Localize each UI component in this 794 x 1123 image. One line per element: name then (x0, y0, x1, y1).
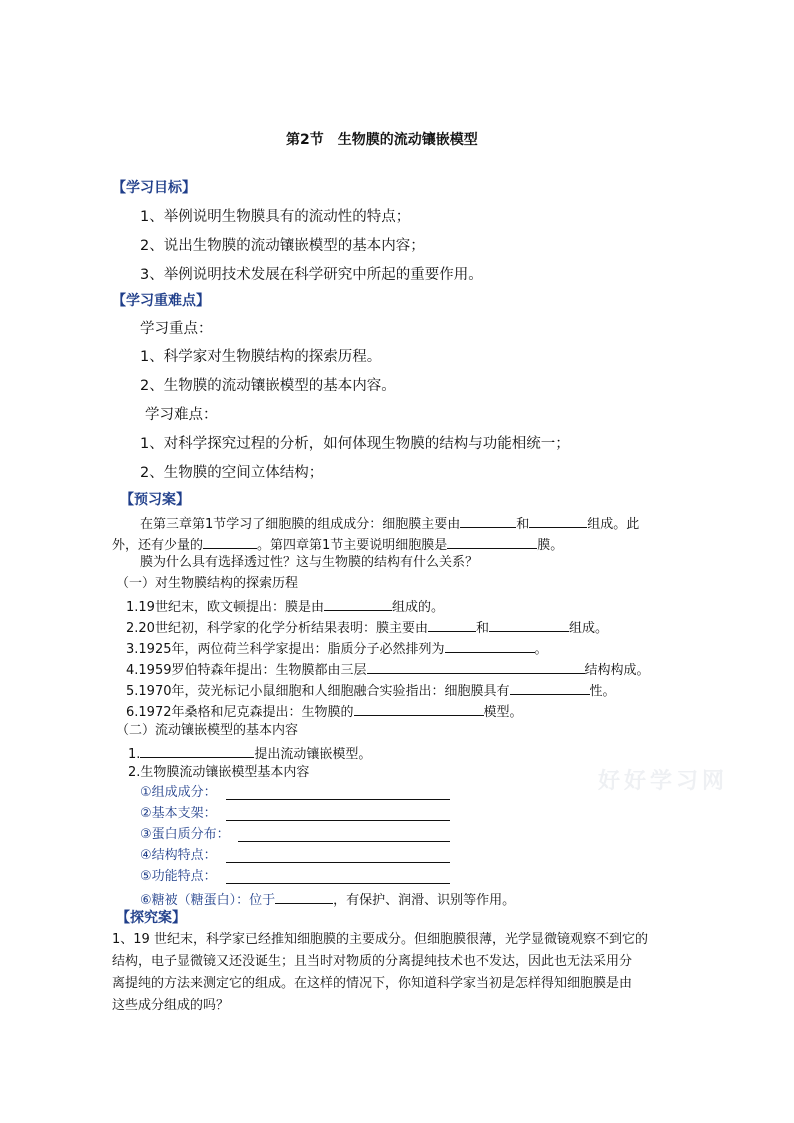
goal-item: 3、举例说明技术发展在科学研究中所起的重要作用。 (140, 267, 483, 283)
fill-blank (275, 891, 333, 904)
intro-text: 膜。 (537, 538, 564, 553)
fill-blank (226, 862, 450, 863)
history-item-1 (126, 598, 444, 614)
fill-blank (460, 515, 516, 528)
content-item-framework (140, 807, 217, 820)
fill-blank (226, 799, 450, 800)
fill-blank (226, 883, 450, 884)
content-item-composition (140, 786, 217, 799)
content-label: ③蛋白质分布： (140, 827, 230, 842)
content-label: ②基本支架： (140, 806, 217, 821)
fill-blank (428, 619, 476, 632)
key-item: 1、科学家对生物膜结构的探索历程。 (140, 349, 382, 365)
content-item-structure (140, 849, 217, 862)
fill-blank (510, 682, 590, 695)
history-text: 组成的。 (391, 600, 444, 615)
preview-heading: 【预习案】 (120, 492, 190, 508)
intro-line-1 (140, 515, 639, 531)
fill-blank (226, 820, 450, 821)
fill-blank (203, 536, 257, 549)
difficulty-item: 1、对科学探究过程的分析，如何体现生物膜的结构与功能相统一； (140, 436, 570, 452)
intro-text: 在第三章第1节学习了细胞膜的组成成分：细胞膜主要由 (140, 517, 461, 532)
fill-blank (140, 745, 254, 758)
model-text: 1. (128, 747, 141, 762)
content-label: ④结构特点： (140, 848, 217, 863)
difficulty-item: 2、生物膜的空间立体结构； (140, 465, 324, 481)
fill-blank (489, 619, 569, 632)
watermark: 好好学习网 (598, 768, 729, 794)
content-label: ⑥糖被（糖蛋白）：位于 (140, 893, 276, 908)
part1-title: （一）对生物膜结构的探索历程 (116, 576, 299, 591)
history-item-4 (126, 661, 650, 677)
content-item-function (140, 870, 217, 883)
history-text: 2.20世纪初，科学家的化学分析结果表明：膜主要由 (126, 621, 428, 636)
goals-heading: 【学习目标】 (112, 180, 196, 196)
explore-line: 结构，电子显微镜又还没诞生；且当时对物质的分离提纯技术也不发达，因此也无法采用分 (112, 954, 633, 969)
explore-heading: 【探究案】 (116, 910, 186, 926)
history-text: 性。 (589, 684, 616, 699)
fill-blank (367, 661, 585, 674)
key-item: 2、生物膜的流动镶嵌模型的基本内容。 (140, 378, 396, 394)
intro-text: 和 (516, 517, 530, 532)
difficulty-label: 学习难点： (145, 407, 218, 423)
goal-item: 1、举例说明生物膜具有的流动性的特点； (140, 209, 411, 225)
history-text: 5.1970年，荧光标记小鼠细胞和人细胞融合实验指出：细胞膜具有 (126, 684, 510, 699)
history-text: 1.19世纪末，欧文顿提出：膜是由 (126, 600, 324, 615)
explore-line: 离提纯的方法来测定它的组成。在这样的情况下，你知道科学家当初是怎样得知细胞膜是由 (112, 976, 633, 991)
history-text: 。 (534, 642, 548, 657)
explore-line: 这些成分组成的吗？ (112, 998, 230, 1013)
fill-blank (354, 703, 484, 716)
keypoints-heading: 【学习重难点】 (112, 293, 210, 309)
content-item-protein (140, 828, 230, 841)
history-text: 结构构成。 (584, 663, 650, 678)
fill-blank (324, 598, 392, 611)
intro-text: 外，还有少量的 (112, 538, 204, 553)
part2-title: （二）流动镶嵌模型的基本内容 (116, 723, 299, 738)
history-item-3 (126, 640, 548, 656)
model-text: 提出流动镶嵌模型。 (254, 747, 372, 762)
history-text: 和 (475, 621, 489, 636)
intro-text: 。第四章第1节主要说明细胞膜是 (257, 538, 448, 553)
page-title: 第2节 生物膜的流动镶嵌模型 (286, 132, 478, 148)
content-label: ⑤功能特点： (140, 869, 217, 884)
intro-line-2 (112, 536, 563, 552)
history-text: 6.1972年桑格和尼克森提出：生物膜的 (126, 705, 354, 720)
content-item-glycocalyx (140, 891, 515, 907)
fill-blank (238, 841, 450, 842)
content-label: ①组成成分： (140, 785, 217, 800)
history-item-5 (126, 682, 616, 698)
fill-blank (529, 515, 587, 528)
history-text: 组成。 (568, 621, 608, 636)
fill-blank (445, 640, 535, 653)
history-item-2 (126, 619, 608, 635)
intro-text: 组成。此 (587, 517, 640, 532)
model-item-1 (128, 745, 371, 761)
content-text: ，有保护、润滑、识别等作用。 (333, 893, 516, 908)
history-item-6 (126, 703, 523, 719)
model-item-2: 2.生物膜流动镶嵌模型基本内容 (128, 765, 310, 780)
history-text: 模型。 (483, 705, 523, 720)
preview-question: 膜为什么具有选择透过性？这与生物膜的结构有什么关系？ (140, 555, 479, 570)
explore-line: 1、19 世纪末，科学家已经推知细胞膜的主要成分。但细胞膜很薄，光学显微镜观察不到它的 (112, 932, 648, 947)
fill-blank (447, 536, 537, 549)
key-label: 学习重点： (140, 321, 213, 337)
history-text: 4.1959罗伯特森年提出：生物膜都由三层 (126, 663, 367, 678)
history-text: 3.1925年，两位荷兰科学家提出：脂质分子必然排列为 (126, 642, 445, 657)
goal-item: 2、说出生物膜的流动镶嵌模型的基本内容； (140, 238, 425, 254)
